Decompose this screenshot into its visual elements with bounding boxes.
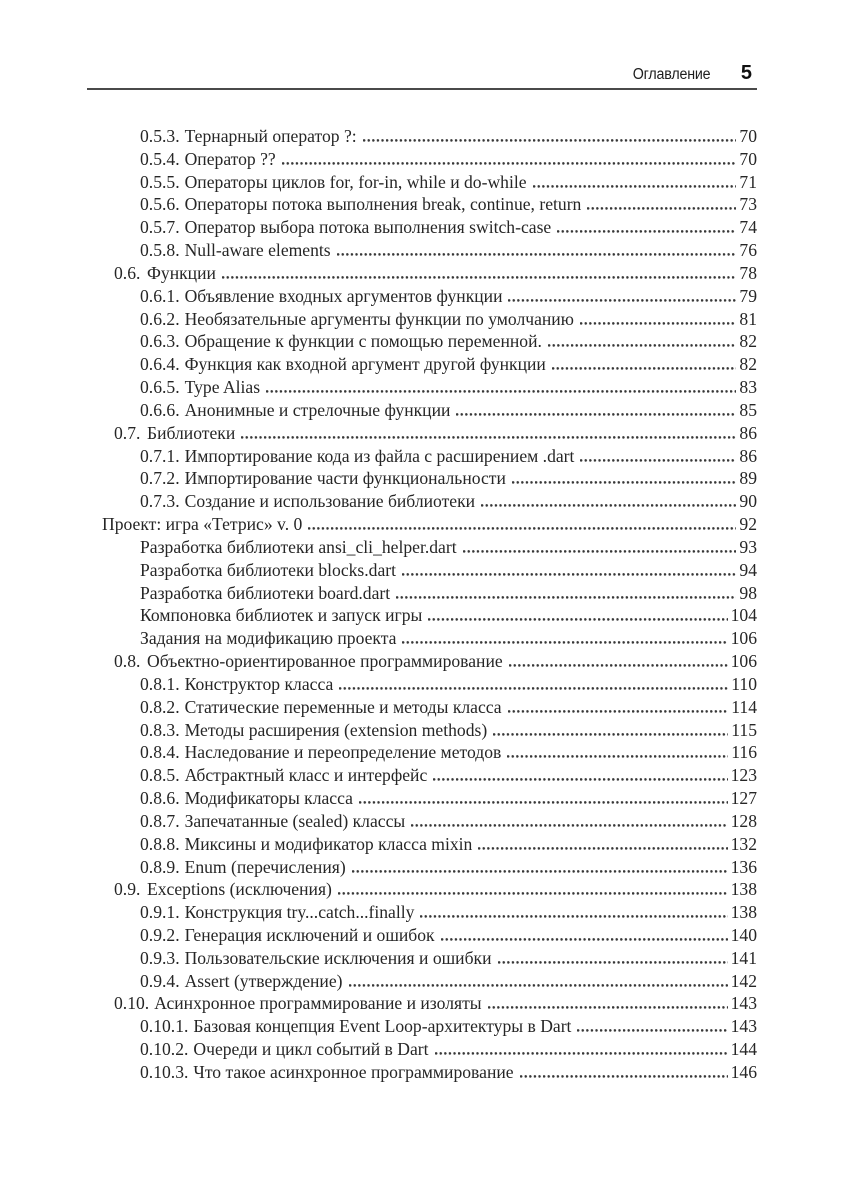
toc-entry-page: 115: [731, 719, 757, 740]
dotted-leader: [282, 162, 737, 165]
toc-entry-title: Импортирование части функциональности: [184, 468, 506, 489]
toc-entry-page: 73: [739, 194, 757, 215]
toc-entry-number: 0.8.: [114, 651, 141, 672]
toc-entry: [87, 353, 757, 376]
toc-entry-title: Методы расширения (extension methods): [184, 719, 488, 740]
toc-entry-number: 0.7.1.: [140, 445, 180, 466]
toc-entry-page: 86: [739, 422, 757, 443]
toc-entry-title: Разработка библиотеки board.dart: [140, 582, 391, 603]
dotted-leader: [463, 550, 737, 553]
toc-entry-page: 71: [739, 171, 757, 192]
toc-entry-number: 0.10.2.: [140, 1039, 189, 1060]
toc-entry: [87, 627, 757, 650]
toc-entry-number: 0.8.7.: [140, 810, 180, 831]
dotted-leader: [266, 390, 736, 393]
toc-entry-number: 0.5.3.: [140, 126, 180, 146]
toc-entry: [87, 125, 757, 148]
toc-entry-page: 79: [739, 285, 757, 306]
toc-entry-title: Асинхронное программирование и изоляты: [154, 993, 482, 1014]
toc-entry-number: 0.8.4.: [140, 742, 180, 763]
toc-entry-page: 90: [739, 491, 757, 512]
toc-entry-title: Функция как входной аргумент другой функции: [184, 354, 546, 375]
toc-entry: [87, 1038, 757, 1061]
toc-entry-title: Анонимные и стрелочные функции: [184, 399, 451, 420]
dotted-leader: [498, 961, 728, 964]
dotted-leader: [488, 1006, 728, 1009]
toc-entry: [87, 376, 757, 399]
running-header: [87, 62, 757, 85]
toc-entry-title: Разработка библиотеки blocks.dart: [140, 559, 397, 580]
toc-entry-title: Базовая концепция Event Loop-архитектуры в Dart: [193, 1016, 572, 1037]
toc-entry-number: 0.5.8.: [140, 240, 180, 261]
toc-entry-page: 116: [731, 742, 757, 763]
toc-entry-title: Генерация исключений и ошибок: [184, 924, 435, 945]
toc-entry: [87, 148, 757, 171]
toc-entry-page: 143: [730, 993, 757, 1014]
toc-entry: [87, 764, 757, 787]
toc-entry-page: 132: [730, 833, 757, 854]
toc-entry-page: 74: [739, 217, 757, 238]
toc-entry-page: 138: [730, 879, 757, 900]
toc-entry: [87, 330, 757, 353]
dotted-leader: [478, 847, 727, 850]
toc-entry-title: Тернарный оператор ?:: [184, 126, 357, 146]
toc-entry-number: 0.8.2.: [140, 696, 180, 717]
toc-entry: [87, 1015, 757, 1038]
header-rule: [87, 88, 757, 90]
dotted-leader: [493, 733, 728, 736]
dotted-leader: [338, 892, 728, 895]
toc-entry-number: 0.5.7.: [140, 217, 180, 238]
toc-entry-page: 138: [730, 902, 757, 923]
toc-entry-number: 0.8.6.: [140, 788, 180, 809]
dotted-leader: [533, 185, 737, 188]
toc-entry: [87, 399, 757, 422]
dotted-leader: [456, 413, 736, 416]
toc-entry-number: 0.10.: [114, 993, 150, 1014]
dotted-leader: [337, 253, 737, 256]
toc-entry: [87, 970, 757, 993]
dotted-leader: [509, 664, 728, 667]
toc-entry-number: 0.5.5.: [140, 171, 180, 192]
toc-entry-title: Конструктор класса: [184, 673, 334, 694]
toc-entry: [87, 878, 757, 901]
toc-entry-title: Assert (утверждение): [184, 970, 343, 991]
toc-entry-number: 0.7.: [114, 422, 141, 443]
toc-entry-title: Библиотеки: [147, 422, 236, 443]
dotted-leader: [339, 687, 728, 690]
toc-entry-number: 0.8.1.: [140, 673, 180, 694]
toc-entry-title: Функции: [147, 262, 216, 283]
toc-entry: [87, 582, 757, 605]
dotted-leader: [548, 344, 736, 347]
toc-entry-title: Модификаторы класса: [184, 788, 353, 809]
toc-entry-number: 0.10.3.: [140, 1061, 189, 1082]
dotted-leader: [580, 459, 736, 462]
dotted-leader: [580, 322, 737, 325]
toc-entry-number: 0.7.2.: [140, 468, 180, 489]
toc-entry-number: 0.9.3.: [140, 947, 180, 968]
toc-entry-number: 0.5.6.: [140, 194, 180, 215]
toc-entry-number: 0.7.3.: [140, 491, 180, 512]
toc-entry-number: 0.6.6.: [140, 399, 180, 420]
toc-entry-page: 92: [739, 514, 757, 535]
toc-entry-page: 70: [739, 126, 757, 146]
toc-entry-title: Оператор ??: [184, 148, 276, 169]
toc-entry: [87, 992, 757, 1015]
toc-entry-title: Оператор выбора потока выполнения switch-case: [184, 217, 552, 238]
dotted-leader: [396, 596, 736, 599]
toc-entry-page: 82: [739, 354, 757, 375]
toc-entry: [87, 490, 757, 513]
toc-entry: [87, 308, 757, 331]
dotted-leader: [402, 641, 727, 644]
toc-entry: [87, 239, 757, 262]
toc-entry: [87, 445, 757, 468]
toc-entry-page: 144: [730, 1039, 757, 1060]
toc-entry: [87, 262, 757, 285]
toc-entry-title: Создание и использование библиотеки: [184, 491, 476, 512]
dotted-leader: [508, 710, 729, 713]
toc-entry-page: 114: [731, 696, 757, 717]
toc-entry: [87, 467, 757, 490]
toc-entry-page: 106: [730, 628, 757, 649]
toc-entry: [87, 216, 757, 239]
toc-entry: [87, 947, 757, 970]
toc-entry: [87, 719, 757, 742]
toc-entry-title: Необязательные аргументы функции по умолчанию: [184, 308, 574, 329]
toc-entry-title: Объектно-ориентированное программирование: [147, 651, 503, 672]
dotted-leader: [411, 824, 727, 827]
toc-entry-page: 81: [739, 308, 757, 329]
toc-entry-page: 85: [739, 399, 757, 420]
toc-entry-title: Импортирование кода из файла с расширением .dart: [184, 445, 575, 466]
toc-entry-page: 142: [730, 970, 757, 991]
toc-entry: [87, 787, 757, 810]
toc-entry-title: Наследование и переопределение методов: [184, 742, 502, 763]
toc-entry-number: 0.8.5.: [140, 765, 180, 786]
toc-entry: [87, 422, 757, 445]
toc-entry-page: 141: [730, 947, 757, 968]
toc-entry-page: 94: [739, 559, 757, 580]
toc-entry-page: 110: [731, 673, 757, 694]
dotted-leader: [241, 436, 736, 439]
dotted-leader: [435, 1052, 728, 1055]
toc-entry-number: 0.9.1.: [140, 902, 180, 923]
toc-entry-number: 0.6.3.: [140, 331, 180, 352]
toc-entry-number: 0.6.1.: [140, 285, 180, 306]
toc-entry-page: 146: [730, 1061, 757, 1082]
toc-entry-page: 76: [739, 240, 757, 261]
toc-entry-page: 140: [730, 924, 757, 945]
toc-entry: [87, 536, 757, 559]
toc-entry: [87, 833, 757, 856]
toc-entry-page: 128: [730, 810, 757, 831]
toc-entry-page: 93: [739, 536, 757, 557]
toc-entry-page: 127: [730, 788, 757, 809]
toc-list: [87, 125, 757, 1084]
toc-entry: [87, 513, 757, 536]
toc-entry-number: 0.6.: [114, 262, 141, 283]
toc-entry-page: 86: [739, 445, 757, 466]
toc-entry-title: Разработка библиотеки ansi_cli_helper.dart: [140, 536, 457, 557]
toc-entry-number: 0.6.4.: [140, 354, 180, 375]
dotted-leader: [587, 207, 736, 210]
toc-entry-number: 0.9.4.: [140, 970, 180, 991]
toc-entry-number: 0.9.: [114, 879, 141, 900]
dotted-leader: [352, 870, 728, 873]
toc-entry: [87, 604, 757, 627]
toc-entry-title: Что такое асинхронное программирование: [193, 1061, 514, 1082]
toc-entry-title: Абстрактный класс и интерфейс: [184, 765, 428, 786]
toc-entry-number: 0.8.9.: [140, 856, 180, 877]
toc-entry-title: Enum (перечисления): [184, 856, 346, 877]
toc-entry-number: 0.8.8.: [140, 833, 180, 854]
toc-entry-number: 0.10.1.: [140, 1016, 189, 1037]
running-header-title: Оглавление: [633, 66, 711, 83]
toc-entry-title: Пользовательские исключения и ошибки: [184, 947, 492, 968]
dotted-leader: [481, 504, 736, 507]
toc-entry-page: 136: [730, 856, 757, 877]
toc-entry-page: 78: [739, 262, 757, 283]
dotted-leader: [363, 139, 737, 142]
toc-entry: [87, 285, 757, 308]
toc-entry: [87, 741, 757, 764]
dotted-leader: [557, 230, 736, 233]
running-header-page-number: 5: [740, 62, 752, 84]
dotted-leader: [507, 755, 728, 758]
dotted-leader: [420, 915, 727, 918]
dotted-leader: [577, 1029, 727, 1032]
toc-entry-page: 83: [739, 377, 757, 398]
toc-entry-page: 89: [739, 468, 757, 489]
toc-entry-title: Очереди и цикл событий в Dart: [193, 1039, 429, 1060]
toc-entry-number: 0.5.4.: [140, 148, 180, 169]
toc-entry: [87, 901, 757, 924]
toc-entry-page: 123: [730, 765, 757, 786]
toc-entry-title: Обращение к функции с помощью переменной.: [184, 331, 542, 352]
toc-entry-title: Запечатанные (sealed) классы: [184, 810, 406, 831]
toc-entry-title: Type Alias: [184, 377, 261, 398]
dotted-leader: [222, 276, 737, 279]
toc-entry: [87, 1061, 757, 1084]
toc-entry-number: 0.6.2.: [140, 308, 180, 329]
toc-entry-title: Конструкция try...catch...finally: [184, 902, 415, 923]
toc-entry: [87, 650, 757, 673]
toc-entry-page: 143: [730, 1016, 757, 1037]
dotted-leader: [508, 299, 736, 302]
toc-entry: [87, 559, 757, 582]
toc-entry-title: Компоновка библиотек и запуск игры: [140, 605, 423, 626]
toc-entry-number: 0.8.3.: [140, 719, 180, 740]
toc-entry: [87, 696, 757, 719]
dotted-leader: [402, 573, 736, 576]
toc-entry-number: 0.9.2.: [140, 924, 180, 945]
toc-entry-page: 82: [739, 331, 757, 352]
toc-entry-title: Объявление входных аргументов функции: [184, 285, 503, 306]
toc-entry: [87, 193, 757, 216]
toc-entry: [87, 673, 757, 696]
dotted-leader: [520, 1075, 728, 1078]
dotted-leader: [349, 984, 728, 987]
toc-entry-title: Null-aware elements: [184, 240, 331, 261]
dotted-leader: [441, 938, 728, 941]
toc-entry-title: Операторы циклов for, for-in, while и do-while: [184, 171, 527, 192]
toc-entry: [87, 924, 757, 947]
toc-entry: [87, 810, 757, 833]
toc-entry-title: Миксины и модификатор класса mixin: [184, 833, 473, 854]
toc-entry-page: 70: [739, 148, 757, 169]
toc-entry: [87, 171, 757, 194]
dotted-leader: [512, 481, 737, 484]
toc-entry-title: Операторы потока выполнения break, continue, return: [184, 194, 582, 215]
dotted-leader: [428, 618, 727, 621]
toc-entry: [87, 856, 757, 879]
dotted-leader: [552, 367, 737, 370]
dotted-leader: [433, 778, 727, 781]
toc-entry-page: 98: [739, 582, 757, 603]
toc-entry-number: 0.6.5.: [140, 377, 180, 398]
toc-entry-page: 106: [730, 651, 757, 672]
toc-entry-page: 104: [730, 605, 757, 626]
toc-entry-title: Exceptions (исключения): [147, 879, 332, 900]
dotted-leader: [359, 801, 728, 804]
toc-entry-title: Задания на модификацию проекта: [140, 628, 397, 649]
toc-entry-title: Статические переменные и методы класса: [184, 696, 502, 717]
toc-entry-title: Проект: игра «Тетрис» v. 0: [102, 514, 303, 535]
dotted-leader: [308, 527, 736, 530]
